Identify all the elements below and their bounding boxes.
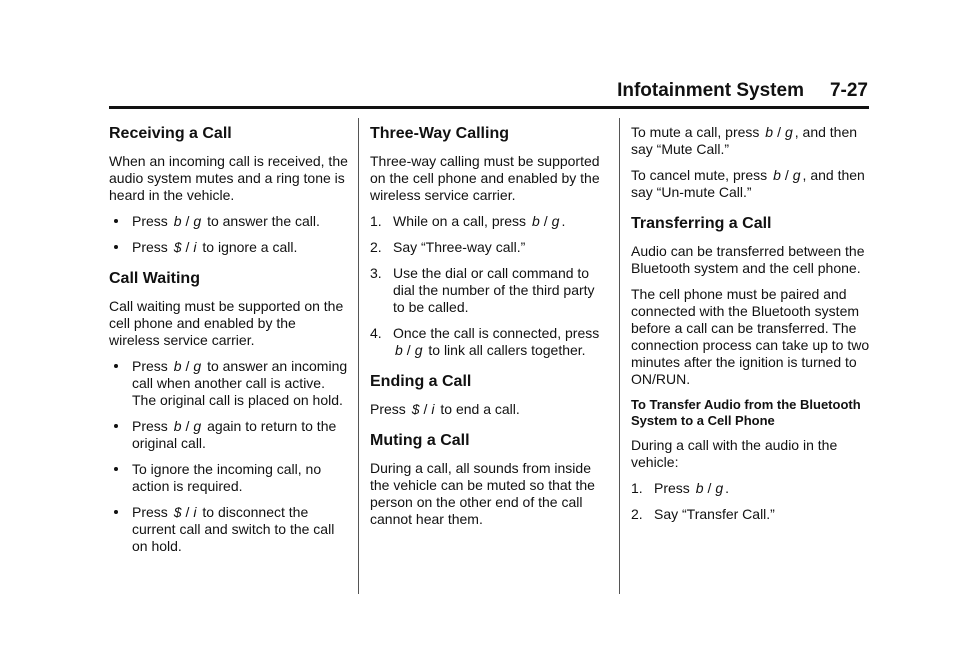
voice-recognition-icon: g: [193, 418, 202, 434]
separator: /: [543, 213, 548, 229]
text: To ignore the incoming call, no action is required.: [132, 461, 322, 494]
text: To mute a call, press: [631, 124, 760, 140]
heading-call-waiting: Call Waiting: [109, 270, 200, 287]
bullet-item: [109, 461, 349, 495]
column-1: [109, 124, 349, 564]
phone-call-icon: b: [695, 480, 704, 496]
bullet-item: [109, 239, 349, 256]
phone-call-icon: b: [173, 213, 182, 229]
heading-muting-a-call: Muting a Call: [370, 432, 470, 449]
text: , and: [794, 124, 826, 140]
text: Use the dial or call command to dial the number of the third party to be called.: [393, 265, 595, 315]
text: Press: [132, 504, 168, 520]
phone-call-icon: b: [765, 124, 774, 140]
text: Press: [132, 418, 168, 434]
text: To cancel mute, press: [631, 167, 768, 183]
column-3: [631, 124, 871, 532]
step-number: 1.: [631, 480, 643, 496]
step-number: 3.: [370, 265, 382, 281]
text: then say “Un-mute Call.”: [631, 167, 865, 200]
phone-call-icon: b: [173, 358, 182, 374]
text: Press: [132, 239, 168, 255]
voice-recognition-icon: g: [193, 358, 202, 374]
phone-call-icon: b: [395, 342, 403, 358]
column-divider: [358, 118, 359, 594]
phone-call-icon: b: [173, 418, 182, 434]
separator: /: [777, 124, 781, 140]
step-number: 2.: [370, 239, 382, 255]
step-number: 1.: [370, 213, 382, 229]
text: again to return to the original call.: [132, 418, 337, 451]
text: While on a call, press: [393, 213, 527, 229]
paragraph: During a call, all sounds from inside the vehicle can be muted so that the person on the other end of the call cannot hear them.: [370, 460, 595, 527]
paragraph: The cell phone must be paired and connected with the Bluetooth system before a call can be transferred. The connection process can take up to two minutes after the ignition is turned to ON/RUN.: [631, 286, 870, 387]
header-title: [617, 80, 868, 102]
separator: /: [185, 504, 190, 520]
voice-recognition-icon: g: [784, 124, 793, 140]
end-call-icon: $: [411, 401, 420, 417]
heading-three-way-calling: Three-Way Calling: [370, 125, 509, 142]
end-call-icon: $: [173, 239, 182, 255]
text: to link all callers together.: [428, 342, 586, 358]
voice-recognition-icon: g: [792, 167, 801, 183]
text: to answer the call.: [207, 213, 320, 229]
column-divider: [619, 118, 620, 594]
column-2: [370, 124, 610, 537]
text: Press: [654, 480, 690, 496]
heading-transferring-a-call: Transferring a Call: [631, 215, 772, 232]
end-call-icon: $: [173, 504, 182, 520]
voice-recognition-icon: g: [715, 480, 724, 496]
bullet-item: [109, 358, 349, 409]
section-title: Infotainment System: [617, 80, 804, 101]
text: to answer an incoming call when another call is active. The original call is placed on hold.: [132, 358, 348, 408]
text: .: [561, 213, 566, 229]
paragraph: [631, 124, 871, 158]
paragraph: Call waiting must be supported on the cell phone and enabled by the wireless service carrier.: [109, 298, 344, 348]
text: to end a call.: [440, 401, 520, 417]
text: Press: [132, 358, 168, 374]
phone-call-icon: b: [531, 213, 540, 229]
text: .: [725, 480, 730, 496]
numbered-step: [370, 213, 610, 230]
paragraph: Audio can be transferred between the Bluetooth system and the cell phone.: [631, 243, 865, 276]
phone-call-icon: b: [773, 167, 781, 183]
text: Once the call is connected,: [393, 325, 562, 341]
step-number: 4.: [370, 325, 382, 341]
separator: /: [707, 480, 712, 496]
mute-icon: i: [193, 504, 197, 520]
header-rule: [109, 106, 869, 109]
heading-ending-a-call: Ending a Call: [370, 373, 472, 390]
mute-icon: i: [431, 401, 435, 417]
separator: /: [185, 239, 190, 255]
text: Press: [370, 401, 406, 417]
text: then say “Mute Call.”: [631, 124, 858, 157]
text: Say “Transfer Call.”: [654, 506, 775, 522]
separator: /: [423, 401, 428, 417]
separator: /: [185, 418, 190, 434]
text: , and: [802, 167, 834, 183]
text: to ignore a call.: [202, 239, 298, 255]
bullet-item: [109, 213, 349, 230]
numbered-step: [631, 480, 871, 497]
page-number: 7-27: [829, 80, 868, 101]
step-number: 2.: [631, 506, 643, 522]
bullet-item: [109, 418, 349, 452]
paragraph: When an incoming call is received, the audio system mutes and a ring tone is heard in the vehicle.: [109, 153, 348, 203]
separator: /: [185, 213, 190, 229]
paragraph: During a call with the audio in the vehicle:: [631, 437, 838, 470]
numbered-step: [370, 265, 610, 316]
voice-recognition-icon: g: [414, 342, 423, 358]
separator: /: [406, 342, 411, 358]
paragraph: Three-way calling must be supported on the cell phone and enabled by the wireless service carrier.: [370, 153, 600, 203]
separator: /: [784, 167, 789, 183]
mute-icon: i: [193, 239, 197, 255]
bullet-item: [109, 504, 349, 555]
numbered-step: [370, 325, 610, 359]
subheading-transfer-audio: To Transfer Audio from the Bluetooth System to a Cell Phone: [631, 397, 861, 428]
text: Press: [132, 213, 168, 229]
paragraph: [370, 401, 610, 418]
voice-recognition-icon: g: [551, 213, 560, 229]
text: Say “Three-way call.”: [393, 239, 526, 255]
paragraph: [631, 167, 871, 201]
separator: /: [185, 358, 190, 374]
text: press: [565, 325, 600, 341]
numbered-step: [370, 239, 610, 256]
text: to disconnect the current call and switch to the call on hold.: [132, 504, 335, 554]
voice-recognition-icon: g: [193, 213, 202, 229]
numbered-step: [631, 506, 871, 523]
heading-receiving-a-call: Receiving a Call: [109, 125, 232, 142]
